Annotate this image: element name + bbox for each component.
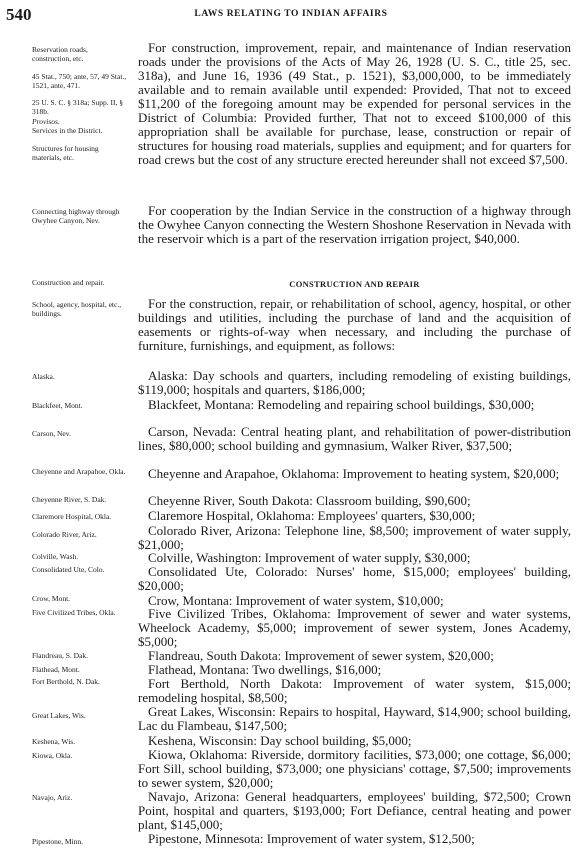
body-paragraph: Cheyenne and Arapahoe, Oklahoma: Improvement to heating system, $20,000; <box>148 466 560 481</box>
margin-note: Flathead, Mont. <box>32 665 80 674</box>
body-paragraph: Fort Berthold, North Dakota: Improvement of water system, $15,000; remodeling hospital, $8,500; <box>138 676 571 706</box>
margin-note: Consolidated Ute, Colo. <box>32 565 105 574</box>
margin-note: Colville, Wash. <box>32 552 79 561</box>
margin-note: Cheyenne River, S. Dak. <box>32 495 107 504</box>
margin-note: Five Civilized Tribes, Okla. <box>32 608 116 617</box>
body-paragraph: Navajo, Arizona: General headquarters, employees' building, $72,500; Crown Point, hospital and quarters, $193,000; Fort Defiance, central heating and power plant, $145,000; <box>138 789 571 833</box>
body-paragraph: Consolidated Ute, Colorado: Nurses' home, $15,000; employees' building, $20,000; <box>138 564 571 594</box>
body-paragraph: Alaska: Day schools and quarters, including remodeling of existing buildings, $119,000; hospitals and quarters, $186,000; <box>138 368 571 398</box>
body-paragraph: For the construction, repair, or rehabilitation of school, agency, hospital, or other buildings and utilities, including the purchase of land and the acquisition of easements or rights-of-way when necessary, and including the purchase of furniture, furnishings, and equipment, as follows: <box>138 296 571 354</box>
margin-note: Reservation roads, construction, etc. <box>32 45 88 63</box>
margin-note: Blackfeet, Mont. <box>32 401 83 410</box>
margin-note: Alaska. <box>32 372 55 381</box>
body-paragraph: Crow, Montana: Improvement of water system, $10,000; <box>148 593 444 608</box>
body-paragraph: Blackfeet, Montana: Remodeling and repairing school buildings, $30,000; <box>148 397 535 412</box>
margin-note: Services in the District. <box>32 126 103 135</box>
page-number: 540 <box>6 5 32 24</box>
margin-note: Flandreau, S. Dak. <box>32 651 89 660</box>
body-paragraph: Cheyenne River, South Dakota: Classroom building, $90,600; <box>148 493 471 508</box>
body-paragraph: Flandreau, South Dakota: Improvement of sewer system, $20,000; <box>148 648 494 663</box>
body-paragraph: Five Civilized Tribes, Oklahoma: Improvement of sewer and water systems, Wheelock Academy, $5,000; improvement of sewer system, Jones Academy, $5,000; <box>138 606 571 650</box>
margin-note: Claremore Hospital, Okla. <box>32 512 112 521</box>
margin-note: Navajo, Ariz. <box>32 793 73 802</box>
margin-note: Pipestone, Minn. <box>32 837 84 846</box>
running-head: LAWS RELATING TO INDIAN AFFAIRS <box>194 9 388 19</box>
body-paragraph: For construction, improvement, repair, and maintenance of Indian reservation roads under the provisions of the Acts of May 26, 1928 (U. S. C., title 25, sec. 318a), and June 16, 1936 (49 Stat., p. 1521), $3,000,000, to be immediately available and to remain available until expended: Provided, That not to exceed $11,200 of the foregoing amount may be expended for personal services in the District of Columbia: Provided further, That not to exceed $100,000 of this appropriation shall be available for purchase, lease, construction or repair of structures for housing road materials, supplies and equipment; and for quarters for road crews but the cost of any structure erected hereunder shall not exceed $7,500. <box>138 40 571 168</box>
body-paragraph: Colville, Washington: Improvement of water supply, $30,000; <box>148 550 471 565</box>
margin-note: Colorado River, Ariz. <box>32 530 97 539</box>
body-paragraph: Keshena, Wisconsin: Day school building, $5,000; <box>148 733 412 748</box>
body-paragraph: Flathead, Montana: Two dwellings, $16,000; <box>148 662 382 677</box>
margin-note: Great Lakes, Wis. <box>32 711 86 720</box>
margin-note: Carson, Nev. <box>32 429 71 438</box>
margin-note: Cheyenne and Arapahoe, Okla. <box>32 467 126 476</box>
section-heading: CONSTRUCTION AND REPAIR <box>289 279 420 289</box>
body-paragraph: Colorado River, Arizona: Telephone line, $8,500; improvement of water supply, $21,000; <box>138 523 571 553</box>
margin-note: Kiowa, Okla. <box>32 751 73 760</box>
margin-note: School, agency, hospital, etc., buildings. <box>32 300 122 318</box>
margin-note: Crow, Mont. <box>32 594 71 603</box>
margin-note: 45 Stat., 750; ante, 57, 49 Stat., 1521, ante, 471. <box>32 72 127 90</box>
margin-note: Keshena, Wis. <box>32 737 76 746</box>
body-paragraph: Kiowa, Oklahoma: Riverside, dormitory facilities, $73,000; one cottage, $6,000; Fort Sill, school building, $73,000; one physicians' cottage, $7,500; improvements to sewer system, $20,000; <box>138 747 571 791</box>
margin-note: Fort Berthold, N. Dak. <box>32 677 100 686</box>
body-paragraph: Claremore Hospital, Oklahoma: Employees' quarters, $30,000; <box>148 508 476 523</box>
margin-note: Provisos. <box>32 117 60 126</box>
body-paragraph: Great Lakes, Wisconsin: Repairs to hospital, Hayward, $14,900; school building, Lac du Flambeau, $147,500; <box>138 704 571 734</box>
margin-note: Structures for housing materials, etc. <box>32 144 99 162</box>
body-paragraph: Carson, Nevada: Central heating plant, and rehabilitation of power-distribution lines, $80,000; school building and gymnasium, Walker River, $37,500; <box>138 424 571 454</box>
body-paragraph: Pipestone, Minnesota: Improvement of water system, $12,500; <box>148 831 475 846</box>
margin-note: Connecting highway through Owyhee Canyon, Nev. <box>32 207 120 225</box>
margin-note: 25 U. S. C. § 318a; Supp. II, § 318b. <box>32 98 124 116</box>
margin-note: Construction and repair. <box>32 278 105 287</box>
body-paragraph: For cooperation by the Indian Service in the construction of a highway through the Owyhee Canyon connecting the Western Shoshone Reservation in Nevada with the reservoir which is a part of the reservation irrigation project, $40,000. <box>138 203 571 247</box>
